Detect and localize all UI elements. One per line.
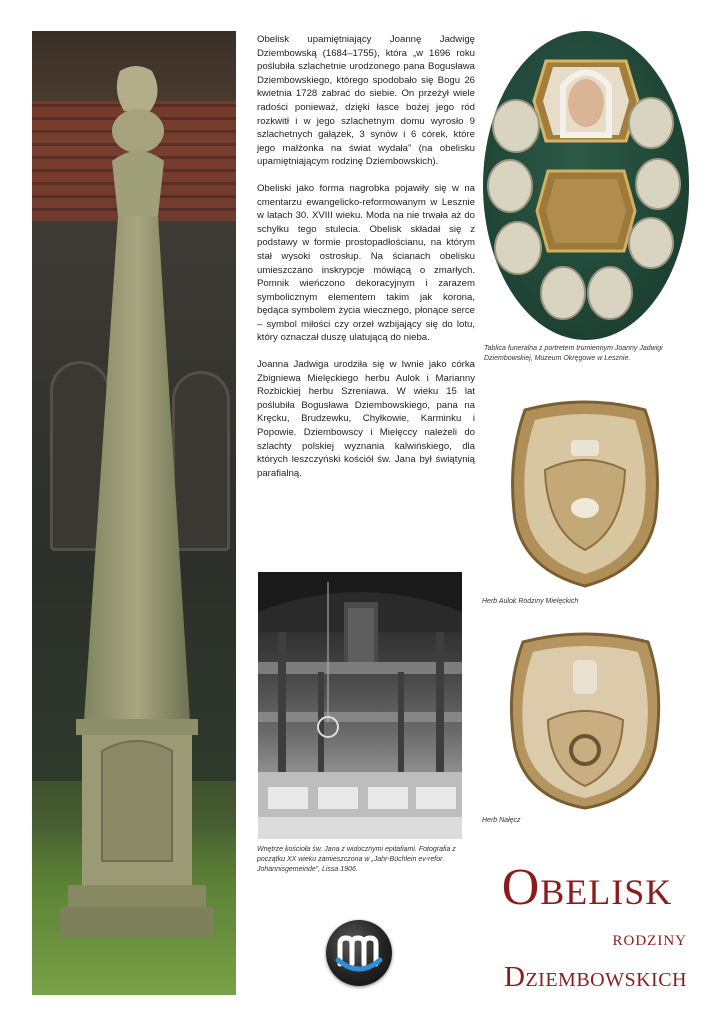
obelisk-drawing <box>32 31 236 995</box>
church-interior-photo <box>258 572 462 839</box>
funeral-tablet-image <box>483 31 689 340</box>
church-caption: Wnętrze kościoła św. Jana z widocznymi epitafiami. Fotografia z początku XX wieku zamieszczona w „Jahr-Büchlein ev-refor. Johannisgemeinde”, Lissa 1906. <box>257 846 456 873</box>
paragraph-3: Joanna Jadwiga urodziła się w Iwnie jako córka Zbigniewa Mielęckiego herbu Aulok i Marianny Rozbickiej herbu Szreniawa. W wieku 15 lat poślubiła Bogusława Dziembowskiego, pana na Kręcku, Brudzewku, Chyłkowie, Karminku i Popowie. Dziembowscy i Mielęccy należeli do szlachty polskiej wyznania kalwińskiego, dla których leszczyński kościół św. Jana był świątynią parafialną. <box>257 359 475 479</box>
tablet-caption: Tablica funeralna z portretem trumiennym Joanny Jadwigi Dziembowskiej, Muzeum Okręgowe w Lesznie. <box>484 345 663 362</box>
aulok-caption: Herb Aulok Rodziny Mielęckich <box>482 598 579 605</box>
paragraph-1: Obelisk upamiętniający Joannę Jadwigę Dziembowską (1684–1755), która „w 1696 roku poślubiła szlachetnie urodzonego pana Bogusława Dziembowskiego, którego spodobało się Bogu 26 kwietnia 1728 zabrać do siebie. On przeżył wiele radości ponieważ, dzięki łasce bożej jego ród rozkwitł i w jego szlachetnym domu wyrosło 9 szlachetnych gałązek, 3 synów i 6 córek, które jego małżonka na świat wydała” (na obelisku upamiętniającym rodzinę Dziembowskich). <box>257 34 475 168</box>
page-title: Obelisk <box>501 859 673 916</box>
nalecz-coat-of-arms <box>503 630 668 810</box>
museum-logo-icon <box>326 920 392 986</box>
paragraph-2: Obeliski jako forma nagrobka pojawiły się w na cmentarzu ewangelicko-reformowanym w Lesznie w latach 30. XVIII wieku. Moda na nie trwała aż do schyłku tego stulecia. Obelisk składał się z podstawy w formie prostopadłościanu, na którym stał wysoki ostrosłup. Na ścianach obelisku umieszczano inskrypcje mówiącą o zmarłych. Pomnik wieńczono dekoracyjnym i zarazem symbolicznym elementem takim jak korona, będąca symbolem życia wiecznego, płonące serce – symbol miłości czy orzeł wzbijający się do lotu, który oznaczał duszę ulatującą do nieba. <box>257 182 475 344</box>
title-line-2: rodziny <box>612 925 687 950</box>
nalecz-caption: Herb Nałęcz <box>482 817 521 824</box>
obelisk-photo <box>32 31 236 995</box>
aulok-coat-of-arms <box>505 400 665 590</box>
title-line-3: Dziembowskich <box>504 961 687 993</box>
article-text <box>257 33 475 493</box>
